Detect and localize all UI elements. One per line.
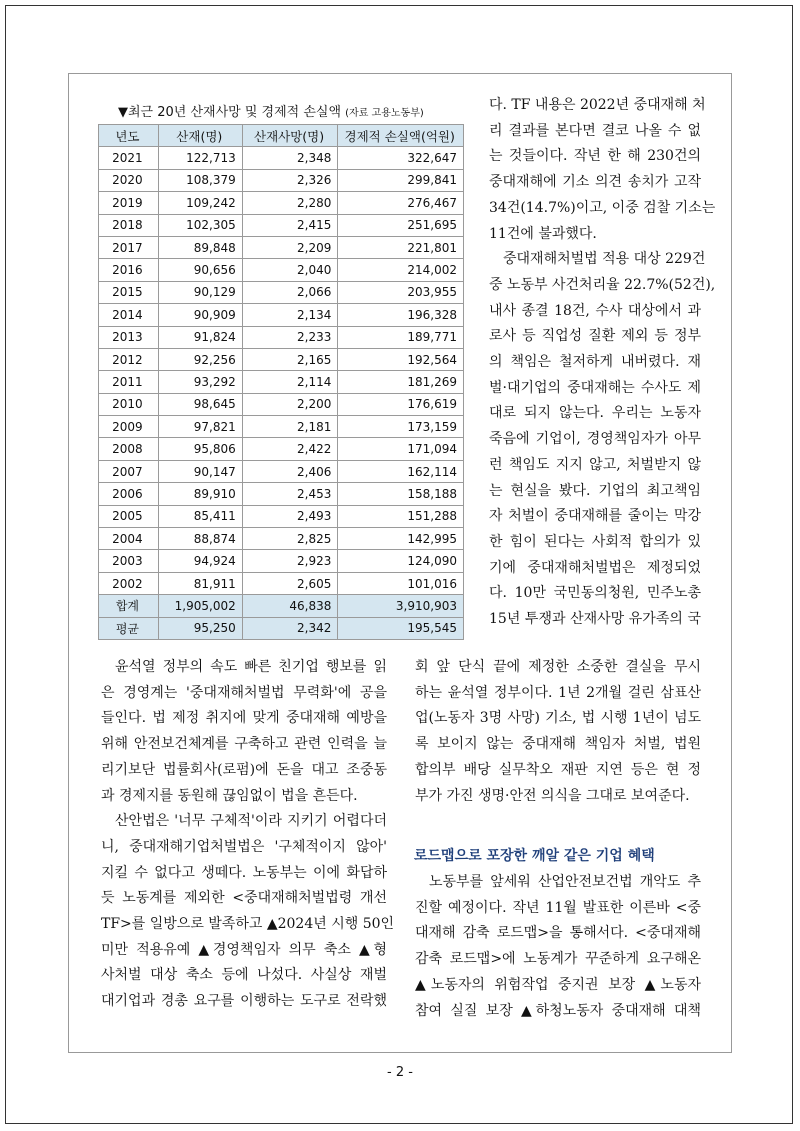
text-line: 합의부 배당 실무착오 재판 지연 등은 현 정 [415,761,701,778]
table-cell: 2014 [99,304,159,326]
table-row [99,214,464,236]
table-cell: 221,801 [338,236,464,258]
table-cell: 173,159 [338,416,464,438]
text-line: 지킬 수 없다고 생떼다. 노동부는 이에 화답하 [101,864,387,881]
table-cell: 2,342 [242,617,338,639]
table-row [99,304,464,326]
table-cell: 322,647 [338,147,464,169]
table-row [99,505,464,527]
table-cell: 101,016 [338,572,464,594]
table-cell: 2,040 [242,259,338,281]
text-line: 죽음에 기업이, 경영책임자가 아무 [489,431,701,448]
table-row [99,617,464,639]
table-cell: 176,619 [338,393,464,415]
table-cell: 2,200 [242,393,338,415]
table-row [99,371,464,393]
text-line: 사처벌 대상 축소 등에 나섰다. 사실상 재벌 [101,967,387,984]
table-cell: 2016 [99,259,159,281]
table-cell: 2013 [99,326,159,348]
text-line: 노동부를 앞세워 산업안전보건법 개악도 추 [429,874,701,890]
col-header-injuries: 산재(명) [158,125,242,147]
text-line: 런 책임도 지지 않고, 처벌받지 않 [489,456,701,473]
table-cell: 162,114 [338,460,464,482]
table-title: ▼최근 20년 산재사망 및 경제적 손실액 [118,105,342,120]
table-cell: 91,824 [158,326,242,348]
text-line: 11건에 불과했다. [489,225,597,242]
table-row [99,483,464,505]
text-line: 하는 윤석열 정부이다. 1년 2개월 걸린 삼표산 [415,684,701,701]
text-line: 진할 예정이다. 작년 11월 발표한 이른바 <중 [415,899,701,916]
text-line: 감축 로드맵>에 노동계가 꾸준하게 요구해온 [415,951,701,968]
text-line: 의 책임은 철저하게 내버렸다. 재 [489,354,701,371]
text-line: 부가 가진 생명·안전 의식을 그대로 보여준다. [415,787,690,804]
table-row [99,528,464,550]
table-cell: 2,134 [242,304,338,326]
text-line: 대기업과 경총 요구를 이행하는 도구로 전락했 [101,993,387,1010]
table-row [99,550,464,572]
table-caption [118,101,424,120]
left-column-text [101,655,395,1015]
text-line: 34건(14.7%)이고, 이중 검찰 기소는 [489,199,716,216]
text-line: 업(노동자 3명 사망) 기소, 법 시행 1년이 넘도 [415,710,701,727]
text-line: 중대재해처벌법 적용 대상 229건 [503,251,706,268]
text-line: 회 앞 단식 끝에 제정한 소중한 결실을 무시 [415,659,701,675]
table-cell: 2,326 [242,169,338,191]
table-cell: 88,874 [158,528,242,550]
table-cell: 2021 [99,147,159,169]
table-cell: 89,848 [158,236,242,258]
table-cell: 81,911 [158,572,242,594]
table-cell: 85,411 [158,505,242,527]
table-cell: 97,821 [158,416,242,438]
table-cell: 1,905,002 [158,595,242,617]
table-cell: 2,348 [242,147,338,169]
text-line: 대로 되지 않는다. 우리는 노동자 [489,405,701,422]
section-heading: 로드맵으로 포장한 깨알 같은 기업 혜택 [414,848,655,864]
table-cell: 2006 [99,483,159,505]
table-cell: 2,233 [242,326,338,348]
table-cell: 90,656 [158,259,242,281]
table-cell: 90,147 [158,460,242,482]
table-cell: 합계 [99,595,159,617]
table-cell: 89,910 [158,483,242,505]
page-number: - 2 - [387,1065,413,1080]
table-cell: 181,269 [338,371,464,393]
table-cell: 2,493 [242,505,338,527]
table-cell: 2015 [99,281,159,303]
table-cell: 2020 [99,169,159,191]
table-row [99,460,464,482]
table-cell: 109,242 [158,192,242,214]
table-cell: 124,090 [338,550,464,572]
table-cell: 196,328 [338,304,464,326]
table-cell: 214,002 [338,259,464,281]
table-cell: 46,838 [242,595,338,617]
table-cell: 92,256 [158,348,242,370]
right-column-bottom-text [415,870,701,1024]
table-source: (자료 고용노동부) [345,108,424,119]
text-line: 위해 안전보건체계를 구축하고 관련 인력을 늘 [101,736,387,753]
table-cell: 2,209 [242,236,338,258]
table-cell: 2,114 [242,371,338,393]
table-cell: 98,645 [158,393,242,415]
table-cell: 195,545 [338,617,464,639]
table-cell: 90,129 [158,281,242,303]
table-cell: 3,910,903 [338,595,464,617]
table-row [99,438,464,460]
table-cell: 2,453 [242,483,338,505]
table-cell: 95,250 [158,617,242,639]
table-cell: 2017 [99,236,159,258]
text-line: 자 처벌이 중대재해를 줄이는 막강 [489,508,701,525]
table-cell: 299,841 [338,169,464,191]
text-line: ▲노동자의 위험작업 중지권 보장 ▲노동자 [415,976,701,993]
text-line: 기에 중대재해처벌법은 제정되었 [489,559,701,576]
table-row [99,236,464,258]
table-cell: 2007 [99,460,159,482]
text-line: 리 결과를 본다면 결코 나올 수 없 [489,122,701,139]
table-row [99,326,464,348]
table-cell: 2019 [99,192,159,214]
table-cell: 2011 [99,371,159,393]
table-row [99,416,464,438]
text-line: 대재해 감축 로드맵>을 통해서다. <중대재해 [415,925,701,942]
text-line: 벌·대기업의 중대재해는 수사도 제 [489,379,701,396]
table-cell: 95,806 [158,438,242,460]
table-cell: 2009 [99,416,159,438]
table-cell: 2002 [99,572,159,594]
table-row [99,572,464,594]
text-line: 15년 투쟁과 산재사망 유가족의 국 [489,611,701,628]
text-line: 리기보단 법률회사(로펌)에 돈을 대고 조중동 [101,761,387,778]
table-cell: 2,422 [242,438,338,460]
table-cell: 2008 [99,438,159,460]
table-cell: 2,406 [242,460,338,482]
text-line: 과 경제지를 동원해 끊임없이 법을 흔든다. [101,787,358,804]
text-line: 은 경영계는 '중대재해처벌법 무력화'에 공을 [101,684,387,701]
text-line: TF>를 일방으로 발족하고 ▲2024년 시행 50인 [101,916,395,933]
table-cell: 93,292 [158,371,242,393]
text-line: 윤석열 정부의 속도 빠른 친기업 행보를 읽 [115,659,387,675]
text-line: 로사 등 직업성 질환 제외 등 정부 [489,328,701,345]
table-row [99,281,464,303]
text-line: 다. 10만 국민동의청원, 민주노총 [489,585,701,602]
table-row [99,169,464,191]
table-cell: 151,288 [338,505,464,527]
text-line: 듯 노동계를 제외한 <중대재해처벌법령 개선 [101,890,387,907]
table-cell: 2,066 [242,281,338,303]
table-cell: 2003 [99,550,159,572]
text-line: 내사 종결 18건, 수사 대상에서 과 [489,302,701,319]
table-cell: 2,181 [242,416,338,438]
table-cell: 192,564 [338,348,464,370]
table-cell: 2,280 [242,192,338,214]
text-line: 들인다. 법 제정 취지에 맞게 중대재해 예방을 [101,710,387,727]
text-line: 미만 적용유예 ▲경영책임자 의무 축소 ▲형 [101,941,387,958]
table-row [99,147,464,169]
text-line: 니, 중대재해기업처벌법은 '구체적이지 않아' [101,838,387,855]
text-line: 다. TF 내용은 2022년 중대재해 처 [489,97,706,113]
table-row [99,393,464,415]
table-cell: 251,695 [338,214,464,236]
table-cell: 171,094 [338,438,464,460]
table-cell: 189,771 [338,326,464,348]
table-cell: 2,415 [242,214,338,236]
table-cell: 122,713 [158,147,242,169]
table-row [99,192,464,214]
table-row [99,595,464,617]
table-cell: 평균 [99,617,159,639]
text-line: 중 노동부 사건처리율 22.7%(52건), [489,276,716,293]
table-row [99,259,464,281]
table-cell: 94,924 [158,550,242,572]
table-cell: 2018 [99,214,159,236]
text-line: 는 것들이다. 작년 한 해 230건의 [489,148,701,165]
col-header-year: 년도 [99,125,159,147]
table-cell: 2012 [99,348,159,370]
accident-stats-table [98,124,464,640]
text-line: 중대재해에 기소 의견 송치가 고작 [489,174,701,191]
table-cell: 2004 [99,528,159,550]
text-line: 한 힘이 된다는 사회적 합의가 있 [489,533,701,550]
text-line: 산안법은 '너무 구체적'이라 지키기 어렵다더 [115,813,387,830]
right-column-middle-text [415,655,701,809]
table-cell: 2,165 [242,348,338,370]
table-cell: 2005 [99,505,159,527]
table-cell: 2,825 [242,528,338,550]
table-header-row [99,125,464,147]
table-cell: 108,379 [158,169,242,191]
text-line: 참여 실질 보장 ▲하청노동자 중대재해 대책 [415,1002,701,1019]
table-cell: 102,305 [158,214,242,236]
table-cell: 276,467 [338,192,464,214]
table-cell: 2,605 [242,572,338,594]
table-cell: 203,955 [338,281,464,303]
text-line: 는 현실을 봤다. 기업의 최고책임 [489,482,701,499]
right-column-top-text [489,93,716,633]
table-cell: 158,188 [338,483,464,505]
table-cell: 2010 [99,393,159,415]
text-line: 록 보이지 않는 중대재해 책임자 처벌, 법원 [415,736,701,753]
table-cell: 2,923 [242,550,338,572]
col-header-deaths: 산재사망(명) [242,125,338,147]
table-row [99,348,464,370]
table-cell: 142,995 [338,528,464,550]
col-header-loss: 경제적 손실액(억원) [338,125,464,147]
table-cell: 90,909 [158,304,242,326]
